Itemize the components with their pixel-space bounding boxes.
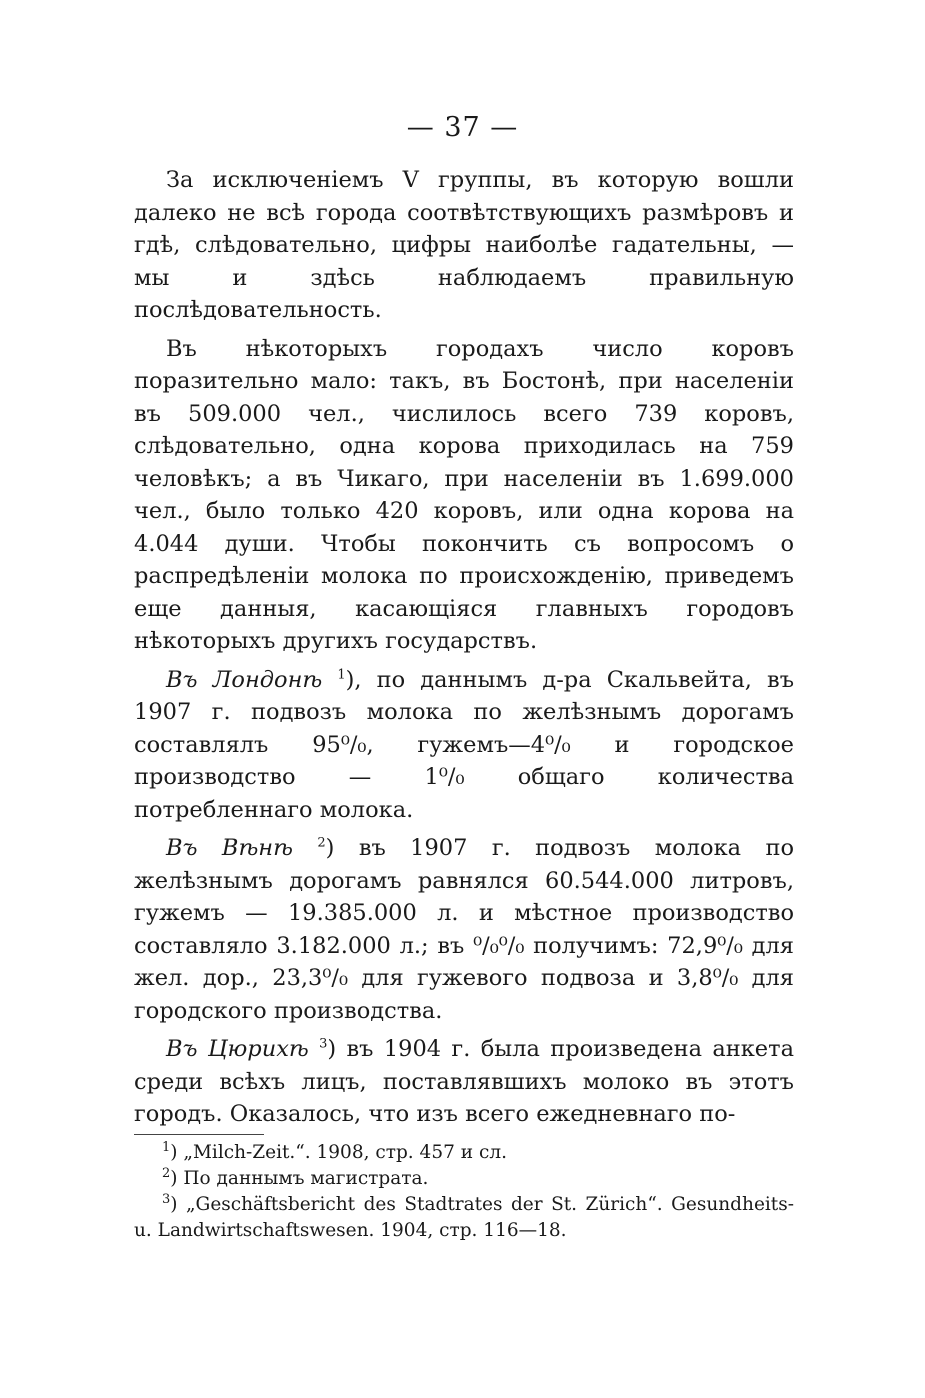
paragraph-vienna: [134, 832, 794, 1027]
main-text: [134, 164, 794, 1137]
paragraph-text: Въ нѣкоторыхъ городахъ число коровъ поразительно мало: такъ, въ Бостонѣ, при населеніи въ 509.000 чел., числилось всего 739 коровъ, слѣдовательно, одна корова приходилась на 759 человѣкъ; а въ Чикаго, при населеніи въ 1.699.000 чел., было только 420 коровъ, или одна корова на 4.044 души. Чтобы покончить съ вопросомъ о распредѣленіи молока по происхожденію, приведемъ еще данныя, касающіяся главныхъ городовъ нѣкоторыхъ другихъ государствъ.: [134, 335, 794, 654]
footnote-ref-1[interactable]: 1: [337, 667, 346, 682]
city-name-london: Въ Лондонѣ: [166, 666, 323, 693]
paragraph-text: ), по даннымъ д-ра Скальвейта, въ 1907 г. подвозъ молока по желѣзнымъ дорогамъ составлялъ 95⁰/₀, гужемъ—4⁰/₀ и городское производство — 1⁰/₀ общаго количества потребленнаго молока.: [134, 666, 795, 823]
paragraph-london: [134, 664, 794, 827]
city-name-zurich: Въ Цюрихѣ: [166, 1036, 309, 1062]
city-name-vienna: Въ Вѣнѣ: [166, 835, 293, 861]
footnote-mark: 1: [162, 1139, 171, 1155]
footnote-3: [134, 1192, 794, 1244]
footnotes: [134, 1140, 794, 1244]
paragraph-2: [134, 333, 794, 658]
footnote-divider: [134, 1134, 264, 1135]
footnote-2: [134, 1166, 794, 1192]
paragraph-text: ) въ 1907 г. подвозъ молока по желѣзнымъ дорогамъ равнялся 60.544.000 литровъ, гужемъ — 19.385.000 л. и мѣстное производство составляло 3.182.000 л.; въ ⁰/₀⁰/₀ получимъ: 72,9⁰/₀ для жел. дор., 23,3⁰/₀ для гужевого подвоза и 3,8⁰/₀ для городского производства.: [134, 835, 795, 1024]
footnote-1: [134, 1140, 794, 1166]
paragraph-text: ) въ 1904 г. была произведена анкета среди всѣхъ лицъ, поставлявшихъ молоко въ этотъ городъ. Оказалось, что изъ всего ежедневнаго по-: [134, 1036, 794, 1127]
footnote-text: ) По даннымъ магистрата.: [170, 1168, 429, 1189]
footnote-mark: 2: [162, 1165, 171, 1181]
page-number: — 37 —: [406, 112, 519, 143]
footnote-mark: 3: [162, 1191, 171, 1207]
footnote-ref-3[interactable]: 3: [319, 1036, 328, 1052]
paragraph-1: [134, 164, 794, 327]
footnote-text: ) „Geschäftsbericht des Stadtrates der St. Zürich“. Gesundheits- u. Landwirtschaftswesen. 1904, стр. 116—18.: [134, 1194, 794, 1241]
footnote-text: ) „Milch-Zeit.“. 1908, стр. 457 и сл.: [170, 1142, 507, 1163]
paragraph-zurich: [134, 1033, 794, 1131]
paragraph-text: За исключеніемъ V группы, въ которую вошли далеко не всѣ города соотвѣтствующихъ размѣровъ и гдѣ, слѣдовательно, цифры наиболѣе гадательны, — мы и здѣсь наблюдаемъ правильную послѣдовательность.: [134, 167, 794, 323]
footnote-ref-2[interactable]: 2: [317, 835, 326, 851]
